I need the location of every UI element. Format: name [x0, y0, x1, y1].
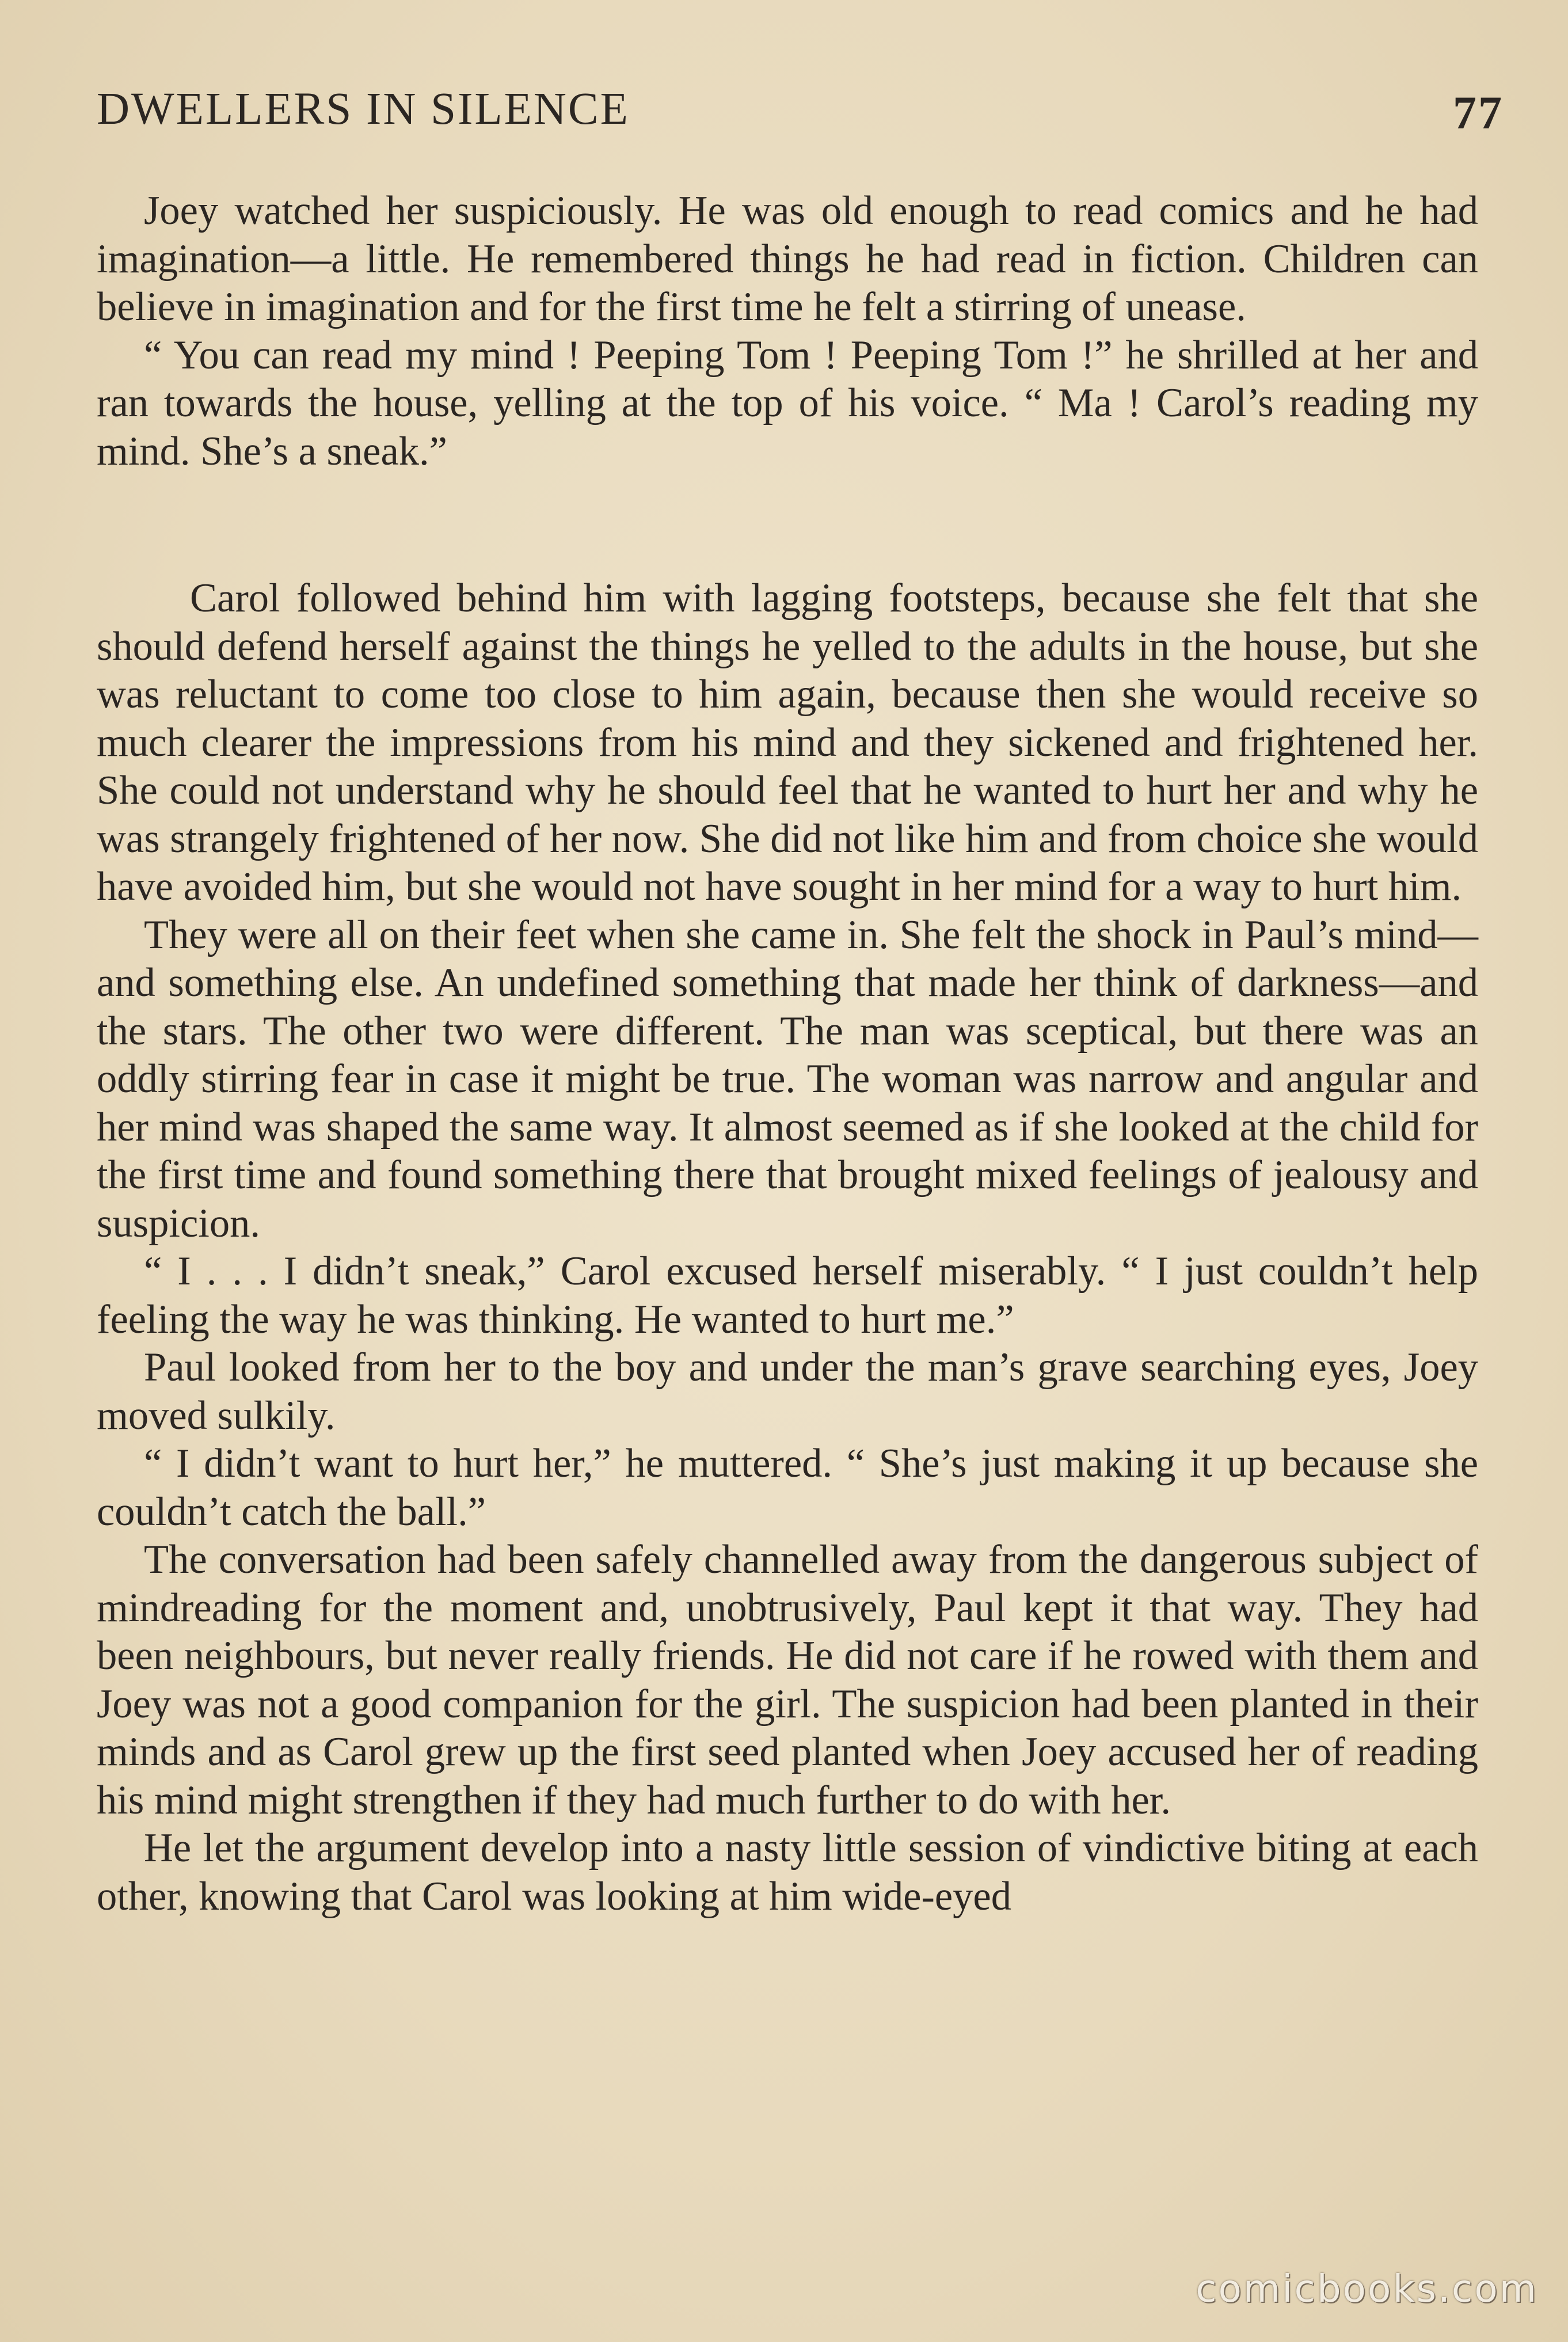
running-title: DWELLERS IN SILENCE: [97, 84, 630, 134]
paragraph: “ You can read my mind ! Peeping Tom ! Peeping Tom !” he shrilled at her and ran towards the house, yelling at the top of his voice. “ Ma ! Carol’s reading my mind. She’s a sneak.”: [97, 332, 1478, 474]
paragraph: The conversation had been safely channelled away from the dangerous subject of mindreading for the moment and, unobtrusively, Paul kept it that way. They had been neighbours, but never really friends. He did not care if he rowed with them and Joey was not a good companion for the girl. The suspicion had been planted in their minds and as Carol grew up the first seed planted when Joey accused her of reading his mind might strengthen if they had much further to do with her.: [97, 1537, 1478, 1823]
section-break: [97, 476, 1478, 575]
paragraph: Carol followed behind him with lagging footsteps, because she felt that she should defend herself against the things he yelled to the adults in the house, but she was reluctant to come too close to him again, because then she would receive so much clearer the impressions from his mind and they sickened and frightened her. She could not understand why he should feel that he wanted to hurt her and why he was strangely frightened of her now. She did not like him and from choice she would have avoided him, but she would not have sought in her mind for a way to hurt him.: [97, 576, 1478, 909]
paragraph: They were all on their feet when she came in. She felt the shock in Paul’s mind—and something else. An undefined something that made her think of darkness—and the stars. The other two were different. The man was sceptical, but there was an oddly stirring fear in case it might be true. The woman was narrow and angular and her mind was shaped the same way. It almost seemed as if she looked at the child for the first time and found something there that brought mixed feelings of jealousy and suspicion.: [97, 912, 1478, 1246]
watermark: comicbooks.com: [1196, 2267, 1538, 2311]
paragraph: “ I didn’t want to hurt her,” he muttered. “ She’s just making it up because she couldn’t catch the ball.”: [97, 1441, 1478, 1534]
paragraph: He let the argument develop into a nasty little session of vindictive biting at each other, knowing that Carol was looking at him wide-eyed: [97, 1826, 1478, 1919]
paragraph: Paul looked from her to the boy and under the man’s grave searching eyes, Joey moved sulkily.: [97, 1345, 1478, 1438]
running-head: [97, 78, 1504, 141]
book-page: [97, 78, 1504, 1921]
paragraph: “ I . . . I didn’t sneak,” Carol excused herself miserably. “ I just couldn’t help feeling the way he was thinking. He wanted to hurt me.”: [97, 1249, 1478, 1342]
paragraph: Joey watched her suspiciously. He was old enough to read comics and he had imagination—a little. He remembered things he had read in fiction. Children can believe in imagination and for the first time he felt a stirring of unease.: [97, 188, 1478, 329]
body-text: [97, 187, 1478, 1921]
page-number: 77: [1453, 86, 1504, 139]
